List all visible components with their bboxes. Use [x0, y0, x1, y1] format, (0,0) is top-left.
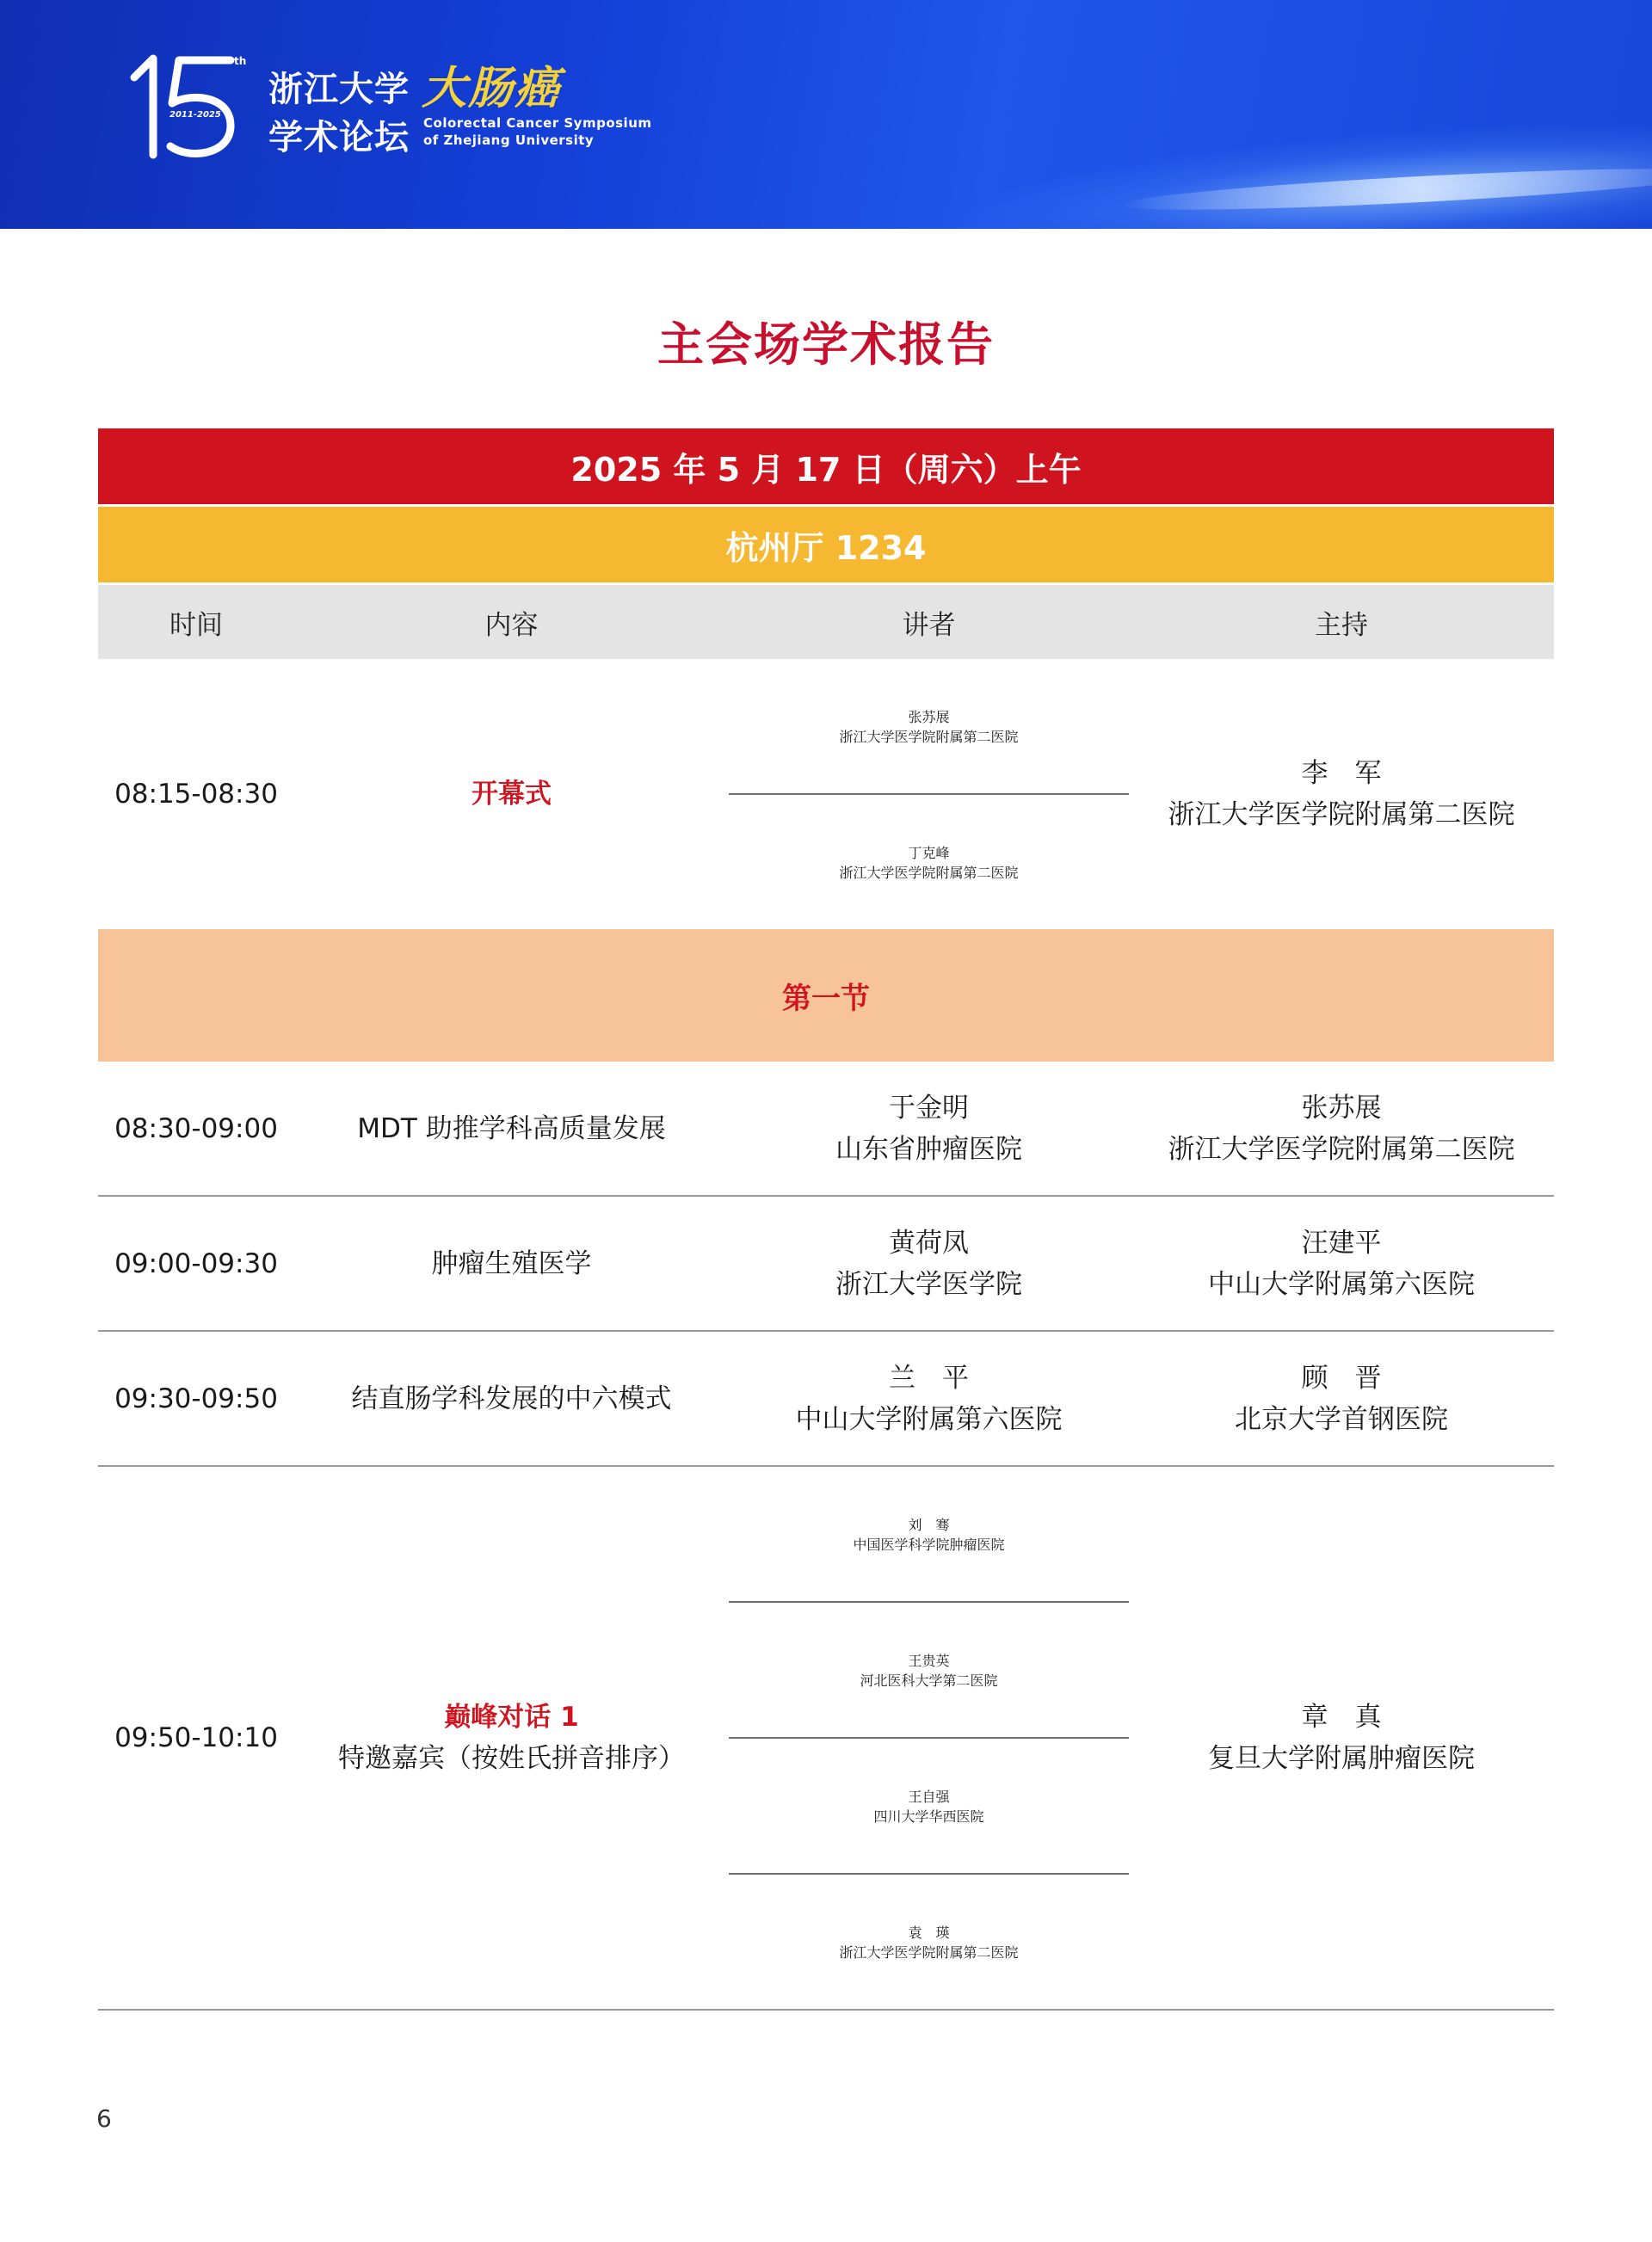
host-name: 李 军 — [1301, 758, 1382, 789]
content-cell: 结直肠学科发展的中六模式 — [351, 1383, 672, 1414]
logo-org-line2: 学术论坛 — [268, 118, 410, 157]
table-row — [98, 1062, 1554, 1197]
speaker-entry — [729, 1601, 1129, 1737]
speaker-cell — [729, 1467, 1129, 2009]
column-header-content: 内容 — [484, 609, 539, 641]
hall-bar: 杭州厅 1234 — [98, 507, 1554, 582]
speaker-org: 河北医科大学第二医院 — [860, 1672, 998, 1689]
speaker-org: 浙江大学医学院 — [835, 1268, 1022, 1300]
speaker-name: 黄荷凤 — [889, 1227, 969, 1259]
schedule-table — [98, 428, 1554, 2011]
host-cell — [1129, 1332, 1554, 1465]
speaker-org: 浙江大学医学院附属第二医院 — [839, 729, 1019, 745]
speaker-entry — [729, 659, 1129, 793]
time-cell: 08:30-09:00 — [114, 1112, 278, 1144]
table-row — [98, 1197, 1554, 1332]
logo-org-line1: 浙江大学 — [268, 70, 410, 109]
logo-superscript: th — [234, 55, 247, 67]
header-banner — [0, 0, 1652, 229]
table-row-opening — [98, 659, 1554, 929]
time-cell: 09:00-09:30 — [114, 1247, 278, 1279]
speaker-name: 张苏展 — [908, 709, 950, 725]
speaker-name: 刘 骞 — [908, 1517, 950, 1533]
time-cell: 08:15-08:30 — [114, 779, 278, 810]
speaker-org: 四川大学华西医院 — [873, 1808, 984, 1825]
host-name: 汪建平 — [1301, 1227, 1382, 1259]
logo-script-title: 大肠癌 — [422, 62, 562, 114]
host-org: 北京大学首钢医院 — [1235, 1403, 1448, 1435]
speaker-entry — [729, 793, 1129, 929]
table-header-row — [98, 585, 1554, 659]
speaker-cell — [729, 1062, 1129, 1195]
host-org: 浙江大学医学院附属第二医院 — [1168, 799, 1515, 830]
content-cell: MDT 助推学科高质量发展 — [357, 1112, 666, 1144]
speaker-name: 王贵英 — [908, 1653, 950, 1669]
speaker-cell — [729, 1197, 1129, 1330]
speaker-name: 于金明 — [889, 1092, 969, 1124]
logo-english-line2: of Zhejiang University — [423, 132, 595, 148]
time-cell: 09:50-10:10 — [114, 1722, 278, 1753]
host-cell — [1129, 1197, 1554, 1330]
speaker-name: 兰 平 — [889, 1362, 969, 1394]
table-row — [98, 1332, 1554, 1467]
speaker-name: 王自强 — [908, 1789, 950, 1805]
host-cell — [1129, 659, 1554, 929]
page-title: 主会场学术报告 — [657, 317, 995, 372]
host-cell — [1129, 1467, 1554, 2009]
speaker-org: 浙江大学医学院附属第二医院 — [839, 1944, 1019, 1961]
date-bar: 2025 年 5 月 17 日（周六）上午 — [98, 428, 1554, 504]
banner-glow — [943, 96, 1652, 229]
dialogue-title: 巅峰对话 1 — [444, 1702, 579, 1733]
logo-years: 2011-2025 — [170, 110, 221, 120]
host-org: 中山大学附属第六医院 — [1208, 1268, 1475, 1300]
speaker-name: 袁 瑛 — [908, 1925, 950, 1941]
speaker-org: 山东省肿瘤医院 — [835, 1133, 1022, 1165]
speaker-org: 中山大学附属第六医院 — [795, 1403, 1063, 1435]
page-number: 6 — [96, 2104, 112, 2133]
column-header-time: 时间 — [170, 609, 223, 641]
time-cell: 09:30-09:50 — [114, 1383, 278, 1414]
logo-english-line1: Colorectal Cancer Symposium — [423, 115, 652, 131]
speaker-org: 浙江大学医学院附属第二医院 — [839, 865, 1019, 881]
speaker-name: 丁克峰 — [908, 845, 950, 861]
speaker-cell — [729, 1332, 1129, 1465]
content-cell — [294, 1467, 729, 2009]
anniversary-15-logo — [129, 53, 241, 161]
host-org: 浙江大学医学院附属第二医院 — [1168, 1133, 1515, 1165]
dialogue-subtitle: 特邀嘉宾（按姓氏拼音排序） — [338, 1743, 685, 1774]
speaker-entry — [729, 1737, 1129, 1873]
content-cell: 肿瘤生殖医学 — [431, 1247, 592, 1279]
content-cell: 开幕式 — [472, 779, 552, 810]
speaker-cell — [729, 659, 1129, 929]
host-name: 顾 晋 — [1301, 1362, 1382, 1394]
host-org: 复旦大学附属肿瘤医院 — [1208, 1743, 1475, 1774]
column-header-host: 主持 — [1315, 609, 1368, 641]
speaker-entry — [729, 1873, 1129, 2009]
section-bar: 第一节 — [98, 929, 1554, 1062]
speaker-entry — [729, 1467, 1129, 1601]
host-name: 张苏展 — [1301, 1092, 1382, 1124]
host-name: 章 真 — [1301, 1702, 1382, 1733]
column-header-speaker: 讲者 — [902, 609, 956, 641]
table-row-dialogue — [98, 1467, 1554, 2011]
speaker-org: 中国医学科学院肿瘤医院 — [853, 1537, 1005, 1553]
host-cell — [1129, 1062, 1554, 1195]
